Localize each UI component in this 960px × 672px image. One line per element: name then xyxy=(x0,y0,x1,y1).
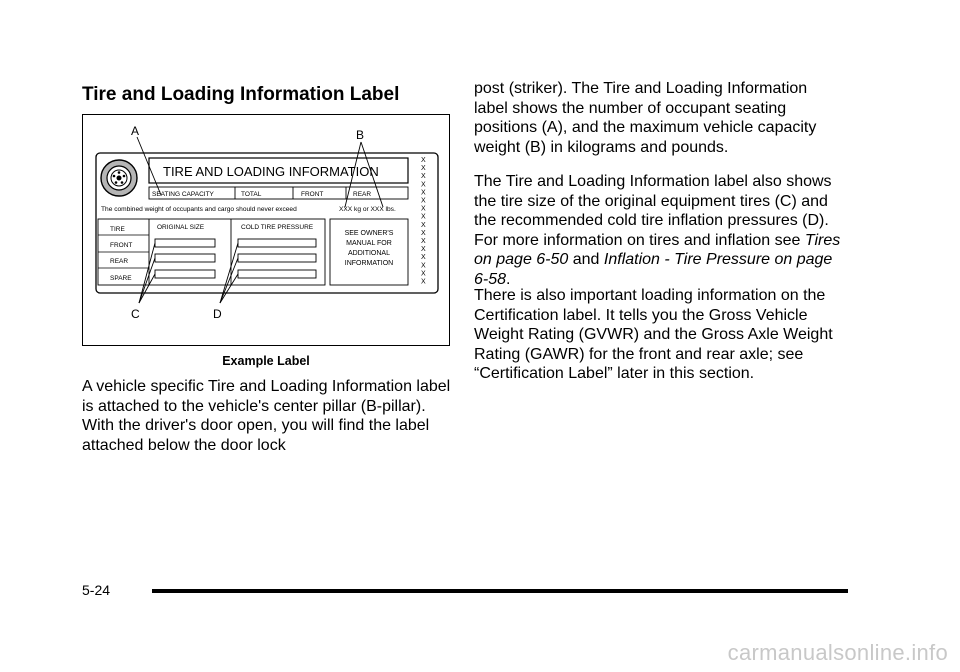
information-text: INFORMATION xyxy=(344,260,394,267)
col-original-size: ORIGINAL SIZE xyxy=(157,224,205,231)
x-mark: X xyxy=(421,213,426,221)
additional-text: ADDITIONAL xyxy=(347,250,391,257)
manual-for-text: MANUAL FOR xyxy=(346,240,392,247)
link-inflation-tire-pressure[interactable]: Inflation - Tire Pressure on page 6-58 xyxy=(474,251,833,288)
x-mark: X xyxy=(421,278,426,286)
section-heading: Tire and Loading Information Label xyxy=(82,84,400,105)
rear-label: REAR xyxy=(353,191,372,198)
link-tires[interactable]: Tires on page 6-50 xyxy=(474,231,841,268)
footer-rule xyxy=(152,589,848,593)
combined-weight-text: The combined weight of occupants and cargo should never exceed xyxy=(101,206,297,213)
example-label-figure xyxy=(82,114,450,346)
x-mark: X xyxy=(421,205,426,213)
label-title: TIRE AND LOADING INFORMATION xyxy=(163,164,379,179)
callout-c: C xyxy=(131,307,140,321)
see-owners-text: SEE OWNER'S xyxy=(344,230,394,237)
callout-d: D xyxy=(213,307,222,321)
x-mark-column xyxy=(421,157,426,286)
x-mark: X xyxy=(421,197,426,205)
x-mark: X xyxy=(421,165,426,173)
body-paragraph-3 xyxy=(474,172,844,289)
x-mark: X xyxy=(421,262,426,270)
body-paragraph-1: A vehicle specific Tire and Loading Information label is attached to the vehicle's center pillar (B-pillar). With the driver's door open, you will find the label attached below the door lock xyxy=(82,378,451,454)
tire-loading-label-illustration xyxy=(83,115,451,347)
x-mark: X xyxy=(421,173,426,181)
x-mark: X xyxy=(421,270,426,278)
figure-caption: Example Label xyxy=(222,354,310,368)
tire-icon xyxy=(101,160,137,196)
front-label: FRONT xyxy=(301,191,324,198)
para3-text: The Tire and Loading Information label also shows the tire size of the original equipment tires (C) and the recommended cold tire inflation pressures (D). For more information on tires and inflation see xyxy=(474,173,832,249)
page-number: 5-24 xyxy=(82,582,111,598)
callout-a: A xyxy=(131,124,140,138)
body-paragraph-2: post (striker). The Tire and Loading Information label shows the number of occupant seating positions (A), and the maximum vehicle capacity weight (B) in kilograms and pounds. xyxy=(474,80,817,156)
x-mark: X xyxy=(421,229,426,237)
x-mark: X xyxy=(421,221,426,229)
col-tire: TIRE xyxy=(110,226,125,233)
para3-mid: and xyxy=(568,251,604,268)
row-rear: REAR xyxy=(110,258,129,265)
weight-value: XXX kg or XXX lbs. xyxy=(339,206,396,213)
row-spare: SPARE xyxy=(110,275,132,282)
callout-b: B xyxy=(356,128,365,142)
para3-end: . xyxy=(506,270,511,288)
x-mark: X xyxy=(421,254,426,262)
row-front: FRONT xyxy=(110,242,133,249)
total-label: TOTAL xyxy=(241,191,262,198)
body-paragraph-4: There is also important loading information on the Certification label. It tells you the Gross Vehicle Weight Rating (GVWR) and the Gross Axle Weight Rating (GAWR) for the front and rear axle; see “Certification Label” later in this section. xyxy=(474,287,833,382)
x-mark: X xyxy=(421,181,426,189)
col-cold-tire-pressure: COLD TIRE PRESSURE xyxy=(241,224,314,231)
x-mark: X xyxy=(421,157,426,164)
x-mark: X xyxy=(421,238,426,245)
x-mark: X xyxy=(421,246,426,254)
seating-capacity-label: SEATING CAPACITY xyxy=(152,191,214,198)
x-mark: X xyxy=(421,189,426,197)
watermark: carmanualsonline.info xyxy=(727,640,948,665)
